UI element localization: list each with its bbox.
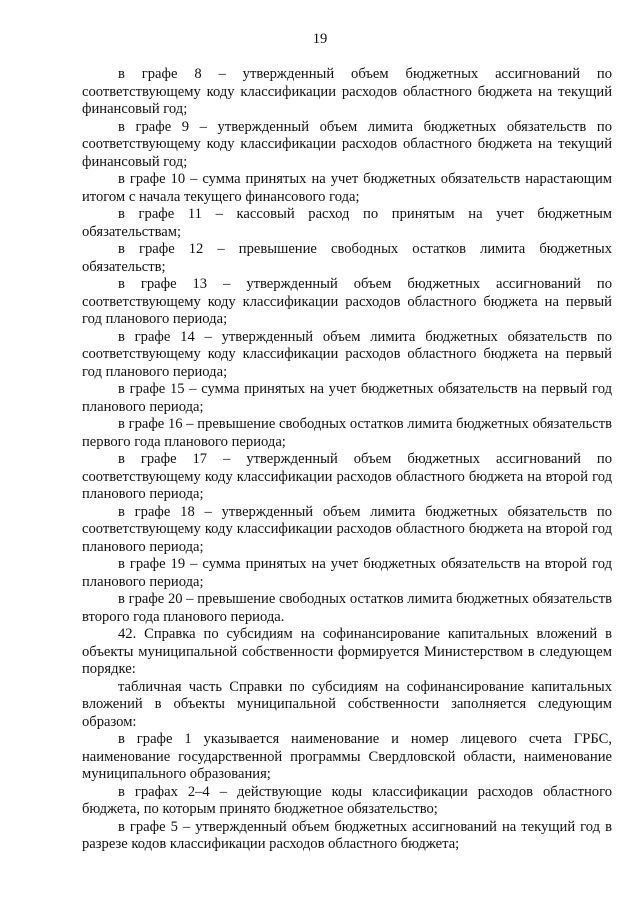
- paragraph: 42. Справка по субсидиям на софинансирование капитальных вложений в объекты муниципальной собственности формируется Министерством в следующем порядке:: [82, 626, 612, 677]
- paragraph: в графе 1 указывается наименование и номер лицевого счета ГРБС, наименование государственной программы Свердловской области, наименование муниципального образования;: [82, 731, 612, 782]
- paragraph: в графе 12 – превышение свободных остатков лимита бюджетных обязательств;: [82, 241, 612, 275]
- page-number: 19: [312, 31, 328, 47]
- paragraph: в графе 5 – утвержденный объем бюджетных ассигнований на текущий год в разрезе кодов классификации расходов областного бюджета;: [82, 818, 612, 852]
- paragraph: в графах 2–4 – действующие коды классификации расходов областного бюджета, по которым принято бюджетное обязательство;: [82, 783, 612, 817]
- paragraph: в графе 9 – утвержденный объем лимита бюджетных обязательств по соответствующему коду классификации расходов областного бюджета на текущий финансовый год;: [82, 118, 612, 170]
- paragraph: в графе 18 – утвержденный объем лимита бюджетных обязательств по соответствующему коду классификации расходов областного бюджета на второй год планового периода;: [82, 503, 612, 555]
- paragraph: в графе 13 – утвержденный объем бюджетных ассигнований по соответствующему коду классификации расходов областного бюджета на первый год планового периода;: [82, 276, 612, 327]
- paragraph: в графе 17 – утвержденный объем бюджетных ассигнований по соответствующему коду классификации расходов областного бюджета на второй год планового периода;: [82, 451, 612, 502]
- paragraph: табличная часть Справки по субсидиям на софинансирование капитальных вложений в объекты муниципальной собственности заполняется следующим образом:: [82, 678, 612, 730]
- paragraph: в графе 19 – сумма принятых на учет бюджетных обязательств на второй год планового периода;: [82, 556, 612, 590]
- paragraph: в графе 10 – сумма принятых на учет бюджетных обязательств нарастающим итогом с начала текущего финансового года;: [82, 171, 612, 205]
- paragraph: в графе 16 – превышение свободных остатков лимита бюджетных обязательств первого года планового периода;: [82, 416, 612, 450]
- paragraph: в графе 11 – кассовый расход по принятым на учет бюджетным обязательствам;: [82, 206, 612, 240]
- paragraph: в графе 14 – утвержденный объем лимита бюджетных обязательств по соответствующему коду классификации расходов областного бюджета на первый год планового периода;: [82, 328, 612, 380]
- paragraph: в графе 20 – превышение свободных остатков лимита бюджетных обязательств второго года планового периода.: [82, 591, 612, 625]
- paragraph: в графе 8 – утвержденный объем бюджетных ассигнований по соответствующему коду классификации расходов областного бюджета на текущий финансовый год;: [82, 66, 612, 117]
- paragraph: в графе 15 – сумма принятых на учет бюджетных обязательств на первый год планового периода;: [82, 381, 612, 415]
- document-body: [82, 66, 612, 854]
